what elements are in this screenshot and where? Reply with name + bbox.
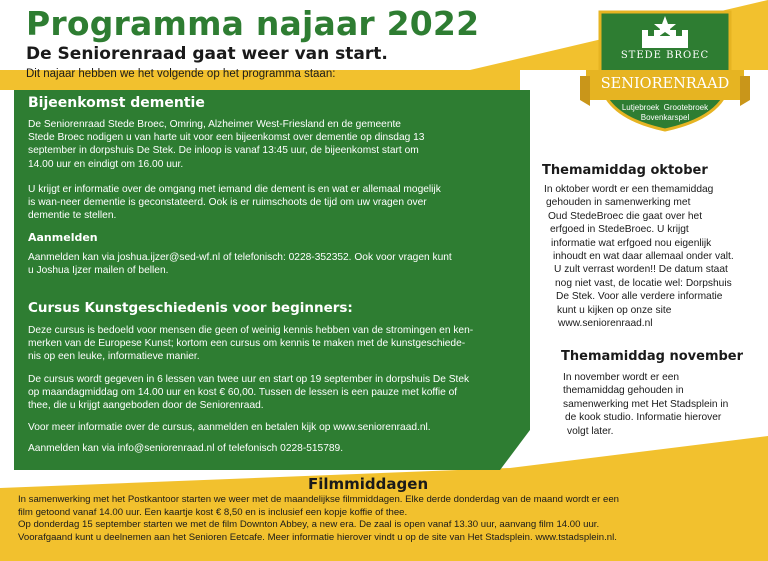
text-line: is wan-neer dementie is geconstateerd. Ook is er ruimschoots de tijd om uw vragen over <box>28 197 427 209</box>
oktober-heading: Themamiddag oktober <box>542 163 708 178</box>
text-line: erfgoed in StedeBroec. U krijgt <box>550 224 689 236</box>
kunst-paragraph-2 <box>28 373 523 413</box>
text-line: kunt u kijken op onze site <box>557 304 672 316</box>
oktober-text <box>544 183 764 330</box>
dementie-paragraph-1 <box>28 118 518 171</box>
text-line: samenwerking met Het Stadsplein in <box>563 398 729 410</box>
logo-places-line2: Bovenkarspel <box>640 113 690 122</box>
logo-top-text: STEDE BROEC <box>620 50 710 61</box>
text-line: nis op een leuke, informatieve manier. <box>28 351 200 363</box>
text-line: In november wordt er een <box>563 372 680 383</box>
text-line: Voorafgaand kunt u deelnemen aan het Senioren Eetcafe. Meer informatie hierover vindt u op de site van Het Stadsplein. www.tstadsplein.nl. <box>18 531 617 543</box>
text-line: www.seniorenraad.nl <box>558 318 653 330</box>
dementie-paragraph-2 <box>28 183 518 223</box>
text-line: De Seniorenraad Stede Broec, Omring, Alzheimer West-Friesland en de gemeente <box>28 119 401 130</box>
text-line: In samenwerking met het Postkantoor starten we weer met de maandelijkse filmmiddagen. Elke derde donderdag van de maand wordt er een <box>18 494 620 505</box>
kunst-paragraph-1 <box>28 324 523 364</box>
kunst-paragraph-3: Voor meer informatie over de cursus, aanmelden en betalen kijk op www.seniorenraad.nl. <box>28 422 431 433</box>
text-line: dementie te stellen. <box>28 210 117 222</box>
text-line: In oktober wordt er een themamiddag <box>544 184 714 195</box>
intro-text: Dit najaar hebben we het volgende op het programma staan: <box>26 68 336 80</box>
film-heading: Filmmiddagen <box>308 475 429 493</box>
text-line: 14.00 uur en eindigt om 16.00 uur. <box>28 158 184 170</box>
text-line: volgt later. <box>567 425 614 437</box>
kunst-heading: Cursus Kunstgeschiedenis voor beginners: <box>28 300 353 316</box>
aanmelden-heading: Aanmelden <box>28 231 98 244</box>
page-subtitle: De Seniorenraad gaat weer van start. <box>26 44 388 64</box>
text-line: U zult verrast worden!! De datum staat <box>554 264 728 276</box>
dementie-paragraph-3 <box>28 251 518 277</box>
text-line: u Joshua Ijzer mailen of bellen. <box>28 265 169 277</box>
text-line: U krijgt er informatie over de omgang met iemand die dement is en wat er allemaal mogelijk <box>28 184 441 195</box>
text-line: De cursus wordt gegeven in 6 lessen van twee uur en start op 19 september in dorpshuis De Stek <box>28 374 470 385</box>
text-line: de kook studio. Informatie hierover <box>565 412 722 424</box>
seniorenraad-logo <box>580 4 750 134</box>
text-line: nog niet vast, de locatie wel: Dorpshuis <box>555 277 732 289</box>
text-line: thee, die u krijgt aangeboden door de Seniorenraad. <box>28 400 264 412</box>
text-line: september in dorpshuis De Stek. De inloop is vanaf 13:45 uur, de bijeenkomst start om <box>28 145 419 157</box>
text-line: De Stek. Voor alle verdere informatie <box>556 291 723 303</box>
film-text <box>18 494 763 544</box>
logo-banner-text: SENIORENRAAD <box>600 76 730 92</box>
dementie-heading: Bijeenkomst dementie <box>28 95 205 111</box>
text-line: themamiddag gehouden in <box>563 385 684 397</box>
page-title: Programma najaar 2022 <box>26 4 480 43</box>
text-line: informatie wat erfgoed nou eigenlijk <box>551 237 712 249</box>
text-line: op maandagmiddag om 14.00 uur en kost € 60,00. Tussen de lessen is een pauze met koffie of <box>28 387 458 399</box>
logo-places-line1: Lutjebroek Grootebroek <box>621 103 709 112</box>
text-line: Stede Broec nodigen u van harte uit voor een bijeenkomst over dementie op dinsdag 13 <box>28 132 425 144</box>
text-line: film getoond vanaf 14.00 uur. Een kaartje kost € 8,50 en is inclusief een kopje koffie of thee. <box>18 506 408 518</box>
text-line: merken van de Europese Kunst; kortom een cursus om kennis te maken met de kunstgeschiede- <box>28 338 466 350</box>
text-line: Oud StedeBroec die gaat over het <box>548 210 703 222</box>
text-line: gehouden in samenwerking met <box>546 197 691 209</box>
text-line: Op donderdag 15 september starten we met de film Downton Abbey, a new era. De zaal is open vanaf 13.30 uur, aanvang film 14.00 uur. <box>18 519 600 531</box>
text-line: inhoudt en wat daar allemaal onder valt. <box>553 251 734 263</box>
november-text <box>563 371 763 438</box>
castle-icon <box>642 36 688 48</box>
november-heading: Themamiddag november <box>561 349 744 364</box>
kunst-paragraph-4: Aanmelden kan via info@seniorenraad.nl of telefonisch 0228-515789. <box>28 443 344 454</box>
text-line: Deze cursus is bedoeld voor mensen die geen of weinig kennis hebben van de stromingen en ken- <box>28 325 474 336</box>
text-line: Aanmelden kan via joshua.ijzer@sed-wf.nl of telefonisch: 0228-352352. Ook voor vragen kunt <box>28 252 452 263</box>
